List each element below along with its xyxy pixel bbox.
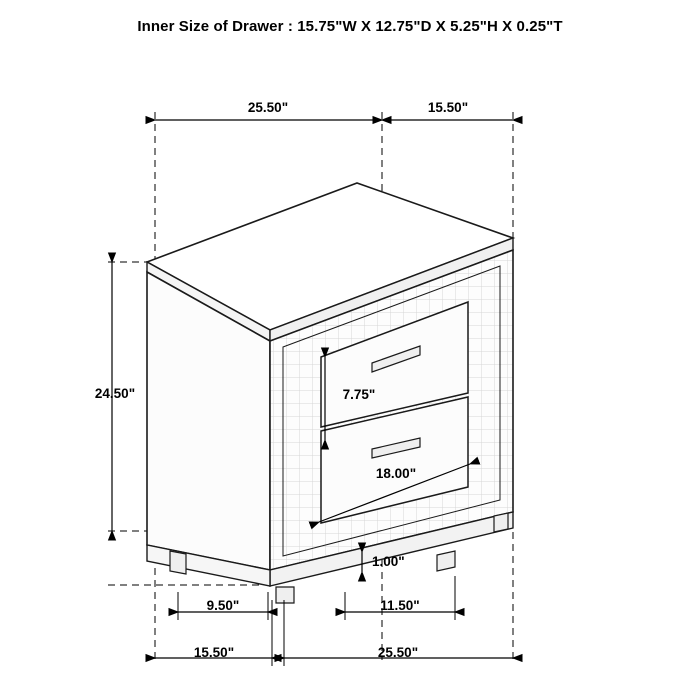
foot-back-right [494,513,508,532]
page-title: Inner Size of Drawer : 15.75"W X 12.75"D X 5.25"H X 0.25"T [137,18,563,35]
cabinet-body [147,183,513,603]
dim-top-left-label: 25.50" [247,100,289,115]
dim-drawer-width-label: 18.00" [375,466,417,481]
foot-back-left [170,551,186,574]
dim-foot-height-label: 1.00" [372,554,405,569]
dim-top-right-label: 15.50" [427,100,469,115]
dim-bottom-right-small-label: 11.50" [380,598,420,613]
dim-bottom-left-total-label: 15.50" [193,645,235,660]
foot-front-right [437,551,455,571]
dim-drawer-height-label: 7.75" [342,387,376,402]
foot-front-left [276,587,294,603]
dim-bottom-right-total-label: 25.50" [377,645,419,660]
dim-bottom-left-small-label: 9.50" [206,598,240,613]
dim-height-label: 24.50" [94,386,136,401]
